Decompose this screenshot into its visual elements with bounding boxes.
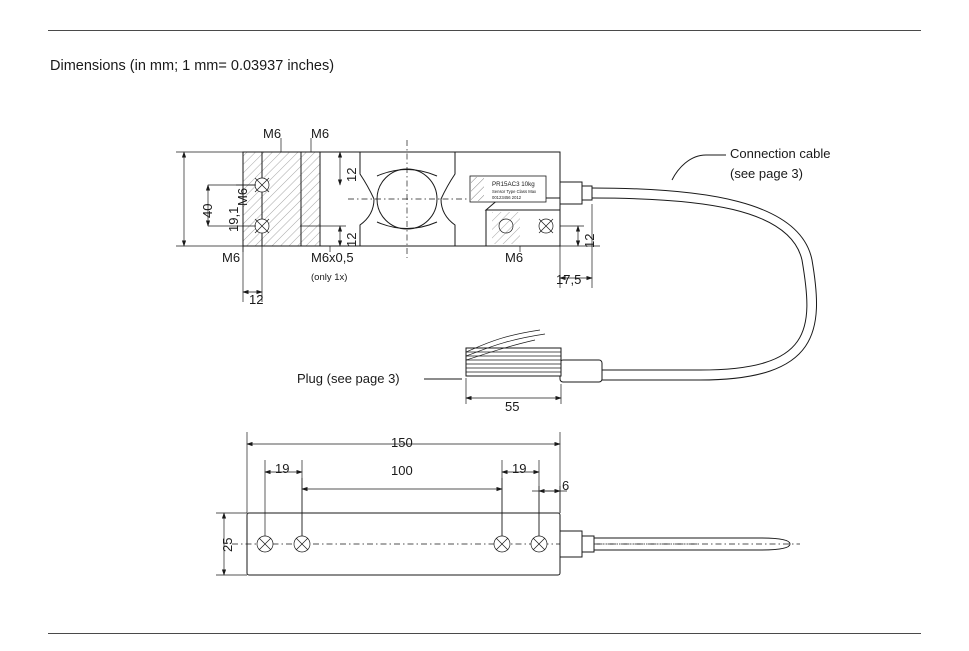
label-m6-bottom-right: M6	[505, 250, 524, 265]
label-m6-bottom-left: M6	[222, 250, 241, 265]
callout-connection-cable-line1: Connection cable	[730, 146, 831, 161]
page-title: Dimensions (in mm; 1 mm= 0.03937 inches)	[50, 58, 335, 74]
top-view-group	[176, 138, 817, 404]
label-12-left-lower: 12	[344, 232, 359, 247]
plug-group	[466, 330, 602, 404]
callout-plug: Plug (see page 3)	[297, 371, 400, 386]
bottom-view-group	[216, 432, 800, 575]
label-100: 100	[391, 463, 413, 478]
label-m6x05: M6x0,5	[311, 250, 354, 265]
label-m6-mid-left: M6	[235, 187, 250, 206]
label-19-left: 19	[275, 461, 290, 476]
label-12-left-upper: 12	[344, 167, 359, 182]
label-only-1x: (only 1x)	[311, 272, 348, 283]
label-12-bottom: 12	[249, 292, 264, 307]
flexure-hole	[348, 140, 467, 258]
label-19-right: 19	[512, 461, 527, 476]
callout-connection-cable-line2: (see page 3)	[730, 166, 803, 181]
label-19-1: 19,1	[226, 206, 241, 232]
label-17-5: 17,5	[556, 272, 582, 287]
type-label-line3: 00123456 2012	[492, 195, 522, 200]
label-12-right: 12	[582, 233, 597, 248]
label-25: 25	[220, 537, 235, 552]
type-label-line1: PR15AC3 10kg	[492, 181, 535, 188]
label-m6-top-left: M6	[263, 126, 282, 141]
label-m6-top-right: M6	[311, 126, 330, 141]
label-40: 40	[200, 203, 215, 218]
type-label-line2: Sensor Type Class Max	[492, 189, 537, 194]
label-6: 6	[562, 478, 570, 493]
label-55: 55	[505, 399, 520, 414]
label-150: 150	[391, 435, 413, 450]
type-label-plate	[470, 176, 546, 202]
